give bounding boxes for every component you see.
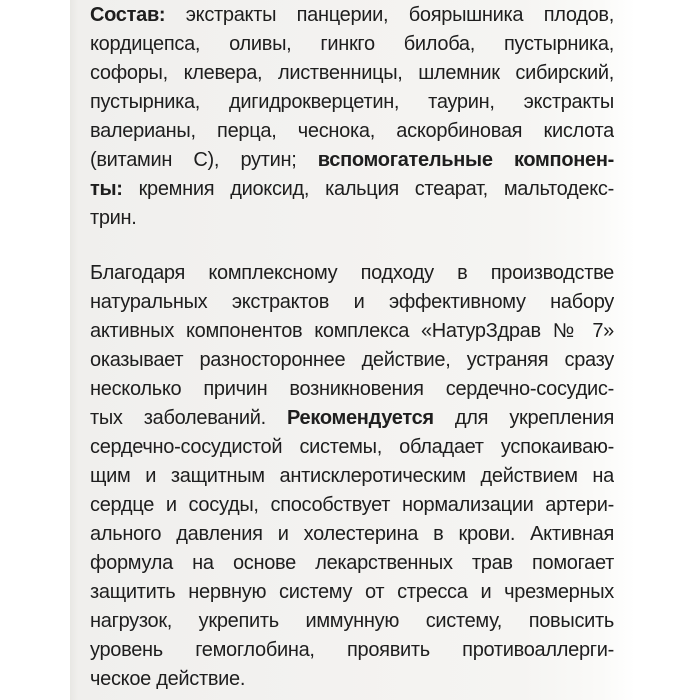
text-segment: уровень гемоглобина, проявить противоаллерги- [90,639,614,661]
text-segment: сердечно-сосудистой системы, обладает успокаиваю- [90,436,614,458]
text-line [90,175,614,204]
text-line [90,117,614,146]
text-segment: пустырника, дигидрокверцетин, таурин, экстракты [90,91,614,113]
bold-text-segment: вспомогательные компонен- [317,149,614,171]
text-segment: нагрузок, укрепить иммунную систему, повысить [90,610,614,632]
text-line [90,665,614,694]
text-segment: ческое действие. [90,668,246,690]
text-line [90,346,614,375]
text-segment: тых заболеваний. [90,407,288,429]
text-line [90,433,614,462]
text-line [90,636,614,665]
text-segment: Благодаря комплексному подходу в производстве [90,262,614,284]
text-line [90,520,614,549]
bold-text-segment: ты: [90,178,123,200]
text-segment: трин. [90,207,137,229]
text-line [90,204,614,233]
text-segment: несколько причин возникновения сердечно-сосудис- [90,378,614,400]
text-segment: для укрепления [433,407,614,429]
text-line [90,88,614,117]
text-line [90,578,614,607]
text-line [90,288,614,317]
text-segment: (витамин С), рутин; [90,149,318,171]
text-segment: натуральных экстрактов и эффективному набору [90,291,614,313]
text-line [90,59,614,88]
text-line [90,462,614,491]
text-segment: софоры, клевера, лиственницы, шлемник сибирский, [90,62,614,84]
text-line [90,404,614,433]
bold-text-segment: Рекомендуется [287,407,434,429]
bold-text-segment: Состав: [90,4,166,26]
text-segment: защитить нервную систему от стресса и чрезмерных [90,581,614,603]
text-line [90,1,614,30]
text-segment: сердце и сосуды, способствует нормализации артери- [90,494,614,516]
text-segment: формула на основе лекарственных трав помогает [90,552,614,574]
text-line [90,146,614,175]
text-line [90,491,614,520]
text-line [90,317,614,346]
text-segment: оказывает разностороннее действие, устраняя сразу [90,349,614,371]
text-segment: экстракты панцерии, боярышника плодов, [165,4,614,26]
text-segment: ального давления и холестерина в крови. Активная [90,523,614,545]
text-segment: кремния диоксид, кальция стеарат, мальтодекс- [122,178,614,200]
text-line [90,375,614,404]
text-segment: валерианы, перца, чеснока, аскорбиновая кислота [90,120,614,142]
text-line [90,30,614,59]
text-segment: щим и защитным антисклеротическим действием на [90,465,614,487]
text-segment: кордицепса, оливы, гинкго билоба, пустырника, [90,33,614,55]
text-line [90,259,614,288]
paragraph-description [90,259,614,694]
text-line [90,607,614,636]
label-text-block [90,1,614,694]
text-segment: активных компонентов комплекса «НатурЗдрав № 7» [90,320,614,342]
paragraph-composition [90,1,614,233]
text-line [90,549,614,578]
